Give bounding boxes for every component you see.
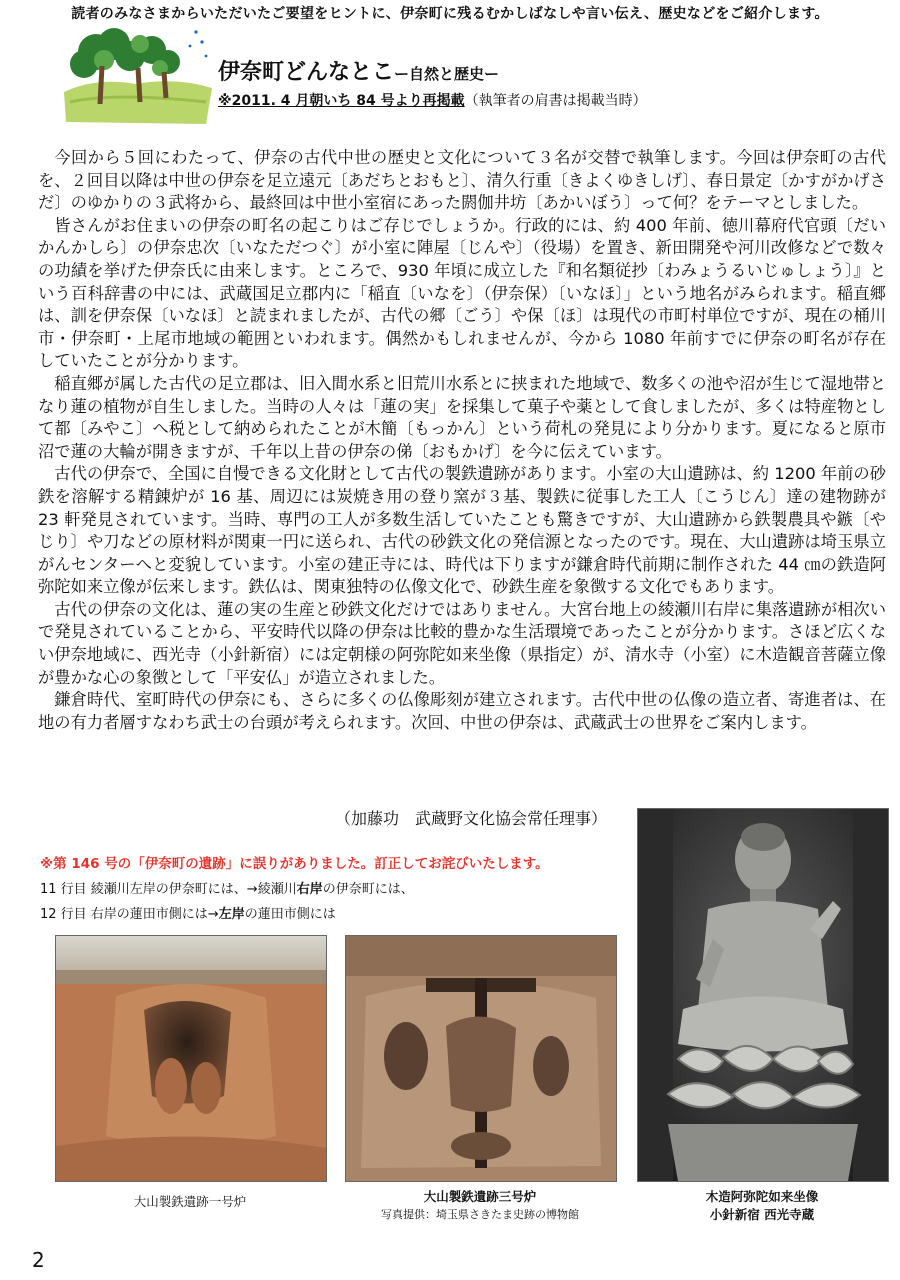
page-number: 2 [32,1248,45,1272]
author-credit: （加藤功 武蔵野文化協会常任理事） [335,809,608,828]
paragraph: 皆さんがお住まいの伊奈の町名の起こりはご存じでしょうか。行政的には、約 400 年前、徳川幕府代官頭〔だいかんかしら〕の伊奈忠次〔いなただつぐ〕が小室に陣屋〔じんや〕（役場）を置き、新田開発や河川改修などで数々の功績を挙げた伊奈氏に由来します。ところで、930 年頃に成立した『和名類従抄〔わみょうるいじゅしょう〕』という百科辞書の中には、武蔵国足立郡内に「稲直〔いなを〕（伊奈保）〔いなほ〕」という地名がみられます。稲直郷は、訓を伊奈保〔いなほ〕と読まれましたが、古代の郷〔ごう〕や保〔ほ〕は現代の市町村単位ですが、現在の桶川市・伊奈町・上尾市地域の範囲といわれます。偶然かもしれませんが、今から 1080 年前すでに伊奈の町名が存在していたことが分かります。 [38,215,886,371]
amida-caption-title: 木造阿弥陀如来坐像 [705,1189,819,1204]
republish-remark: （執筆者の肩書は掲載当時） [464,93,647,109]
furnace-1-caption: 大山製鉄遺跡一号炉 [133,1194,247,1209]
correction-emphasis: 右岸 [296,882,323,897]
amida-caption [637,1188,887,1224]
amida-statue-photo [637,808,889,1182]
correction-text: の蓮田市側には [244,907,336,922]
amida-statue-image [638,809,888,1181]
correction-emphasis: 左岸 [218,907,245,922]
furnace-1-photo [55,935,327,1182]
forest-illustration [56,22,216,127]
furnace-3-photo [345,935,617,1182]
correction-title: ※第 146 号の「伊奈町の遺跡」に誤りがありました。訂正してお詫びいたします。 [40,856,549,872]
intro-line: 読者のみなさまからいただいたご要望をヒントに、伊奈町に残るむかしばなしや言い伝え、歴史などをご紹介します。 [71,6,829,22]
title-sub: ー自然と歴史ー [394,65,500,83]
correction-text: の伊奈町には、 [322,882,414,897]
furnace-3-image [346,936,616,1181]
page-title [218,55,499,86]
paragraph: 今回から５回にわたって、伊奈の古代中世の歴史と文化について３名が交替で執筆します。今回は伊奈町の古代を、２回目以降は中世の伊奈を足立遠元〔あだちとおもと〕、清久行重〔きよくゆきしげ〕、春日景定〔かすがかげさだ〕のゆかりの３武将から、最終回は中世小室宿にあった閼伽井坊〔あかいぼう〕って何？をテーマとしました。 [38,148,886,213]
paragraph: 稲直郷が属した古代の足立郡は、旧入間水系と旧荒川水系とに挟まれた地域で、数多くの池や沼が生じて湿地帯となり蓮の植物が自生しました。当時の人々は「蓮の実」を採集して菓子や薬として食しましたが、多くは特産物として都〔みやこ〕へ税として納められたことが木簡〔もっかん〕という荷札の発見により分かります。夏になると原市沼で蓮の大輪が開きますが、千年以上昔の伊奈の俤〔おもかげ〕を今に伝えています。 [38,373,886,461]
correction-text: 12 行目 右岸の蓮田市側には→ [40,907,219,922]
amida-caption-location: 小針新宿 西光寺蔵 [709,1207,815,1222]
paragraph: 古代の伊奈で、全国に自慢できる文化財として古代の製鉄遺跡があります。小室の大山遺跡は、約 1200 年前の砂鉄を溶解する精錬炉が 16 基、周辺には炭焼き用の登り窯が３基、製鉄に従事した工人〔こうじん〕達の建物跡が 23 軒発見されています。当時、専門の工人が多数生活していたことも驚きですが、大山遺跡から鉄製農具や鏃〔やじり〕や刀などの原材料が関東一円に送られ、古代の砂鉄文化の発信源となったのです。現在、大山遺跡は埼玉県立がんセンターへと変貌しています。小室の建正寺には、時代は下りますが鎌倉時代前期に制作された 44 ㎝の鉄造阿弥陀如来立像が伝来します。鉄仏は、関東独特の仏像文化で、砂鉄生産を象徴する文化でもあります。 [38,464,886,597]
article-body [38,147,886,734]
correction-line-2 [40,903,336,922]
correction-text: 11 行目 綾瀬川左岸の伊奈町には、→綾瀬川 [40,882,297,897]
furnace-3-caption [345,1188,615,1224]
title-main: 伊奈町どんなとこ [218,60,395,85]
correction-line-1 [40,878,414,897]
furnace-3-caption-title: 大山製鉄遺跡三号炉 [423,1189,537,1204]
furnace-1-image [56,936,326,1181]
paragraph: 鎌倉時代、室町時代の伊奈にも、さらに多くの仏像彫刻が建立されます。古代中世の仏像の造立者、寄進者は、在地の有力者層すなわち武士の台頭が考えられます。次回、中世の伊奈は、武蔵武士の世界をご案内します。 [38,690,886,732]
republish-note [218,90,647,110]
paragraph: 古代の伊奈の文化は、蓮の実の生産と砂鉄文化だけではありません。大宮台地上の綾瀬川右岸に集落遺跡が相次いで発見されていることから、平安時代以降の伊奈は比較的豊かな生活環境であったことが分かります。さほど広くない伊奈地域に、西光寺（小針新宿）には定朝様の阿弥陀如来坐像（県指定）が、清水寺（小室）に木造観音菩薩立像が豊かな心の象徴として「平安仏」が造立されました。 [38,599,886,687]
republish-source: ※2011. 4 月朝いち 84 号より再掲載 [218,93,465,109]
photo-credit: 写真提供：埼玉県さきたま史跡の博物館 [381,1208,579,1221]
